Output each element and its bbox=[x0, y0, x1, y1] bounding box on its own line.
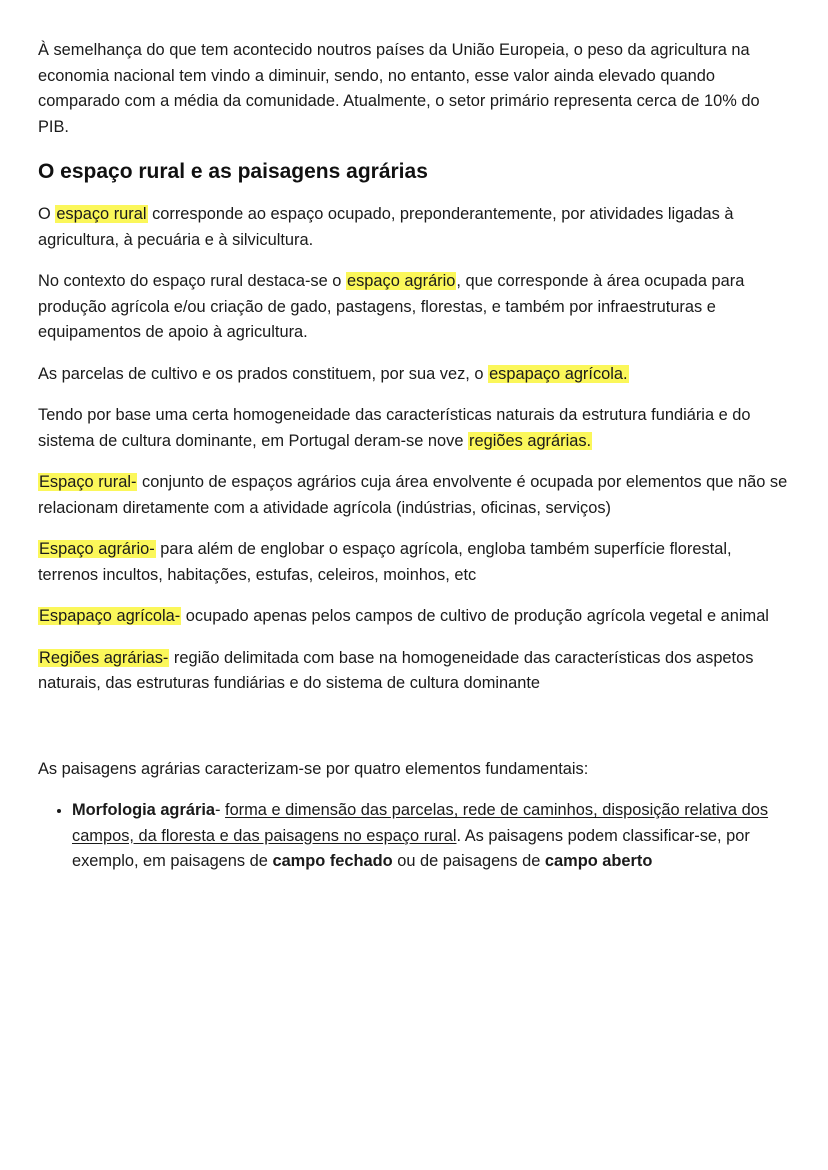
definition-text: região delimitada com base na homogeneidade das características dos aspetos naturais, das estruturas fundiárias e do sistema de cultura dominante bbox=[38, 648, 754, 692]
definition-regioes-agrarias bbox=[38, 646, 790, 697]
paragraph-regioes-agrarias bbox=[38, 403, 790, 454]
highlighted-term: espaço rural bbox=[56, 205, 147, 223]
highlighted-term: espapaço agrícola. bbox=[489, 364, 628, 383]
text: O bbox=[38, 205, 56, 223]
elements-intro: As paisagens agrárias caracterizam-se por quatro elementos fundamentais: bbox=[38, 759, 589, 778]
definition-term: Espaço agrário- bbox=[39, 540, 155, 558]
definition-text: ocupado apenas pelos campos de cultivo de produção agrícola vegetal e animal bbox=[181, 607, 769, 625]
definition-term: Espaço rural- bbox=[39, 473, 137, 491]
text: - bbox=[215, 801, 226, 819]
definition-espaco-agrario bbox=[38, 537, 790, 588]
intro-paragraph: À semelhança do que tem acontecido noutros países da União Europeia, o peso da agricultura na economia nacional tem vindo a diminuir, sendo, no entanto, esse valor ainda elevado quando comparado com a média da comunidade. Atualmente, o setor primário representa cerca de 10% do PIB. bbox=[38, 41, 760, 136]
highlighted-term: regiões agrárias. bbox=[469, 431, 592, 450]
bullet-term: Morfologia agrária bbox=[72, 801, 215, 819]
text: , que corresponde à área ocupada para produção agrícola e/ou criação de gado, pastagens, florestas, e também por infraestruturas e equipamentos de apoio à agricultura. bbox=[38, 272, 745, 341]
text: Tendo por base uma certa homogeneidade das características naturais da estrutura fundiária e do sistema de cultura dominante, em Portugal deram-se nove bbox=[38, 406, 751, 450]
definition-text: para além de englobar o espaço agrícola, engloba também superfície florestal, terrenos incultos, habitações, estufas, celeiros, moinhos, etc bbox=[38, 540, 732, 584]
definition-term: Regiões agrárias- bbox=[39, 648, 169, 667]
text: ou de paisagens de bbox=[392, 852, 545, 870]
text: No contexto do espaço rural destaca-se o bbox=[38, 272, 346, 290]
elements-list bbox=[38, 798, 790, 875]
section-title: O espaço rural e as paisagens agrárias bbox=[38, 160, 428, 183]
definition-text: conjunto de espaços agrários cuja área envolvente é ocupada por elementos que não se relacionam diretamente com a atividade agrícola (indústrias, oficinas, serviços) bbox=[38, 473, 788, 517]
highlighted-term: espaço agrário bbox=[346, 272, 456, 290]
bold-term: campo fechado bbox=[272, 852, 393, 870]
definition-term: Espapaço agrícola- bbox=[39, 607, 181, 625]
list-item-morfologia bbox=[72, 798, 790, 875]
definition-espaco-rural bbox=[38, 470, 790, 521]
bold-term: campo aberto bbox=[544, 852, 653, 870]
paragraph-espaco-agricola bbox=[38, 362, 790, 388]
text: As parcelas de cultivo e os prados constituem, por sua vez, o bbox=[38, 364, 489, 383]
spacer bbox=[38, 713, 790, 757]
text: corresponde ao espaço ocupado, preponderantemente, por atividades ligadas à agricultura, à pecuária e à silvicultura. bbox=[38, 205, 734, 249]
paragraph-espaco-rural bbox=[38, 202, 790, 253]
text: . As paisagens podem classificar-se, por exemplo, em paisagens de bbox=[72, 826, 750, 870]
underlined-text: forma e dimensão das parcelas, rede de caminhos, disposição relativa dos campos, da floresta e das paisagens no espaço rural bbox=[72, 801, 769, 845]
definition-espaco-agricola bbox=[38, 604, 790, 630]
paragraph-espaco-agrario bbox=[38, 269, 790, 346]
